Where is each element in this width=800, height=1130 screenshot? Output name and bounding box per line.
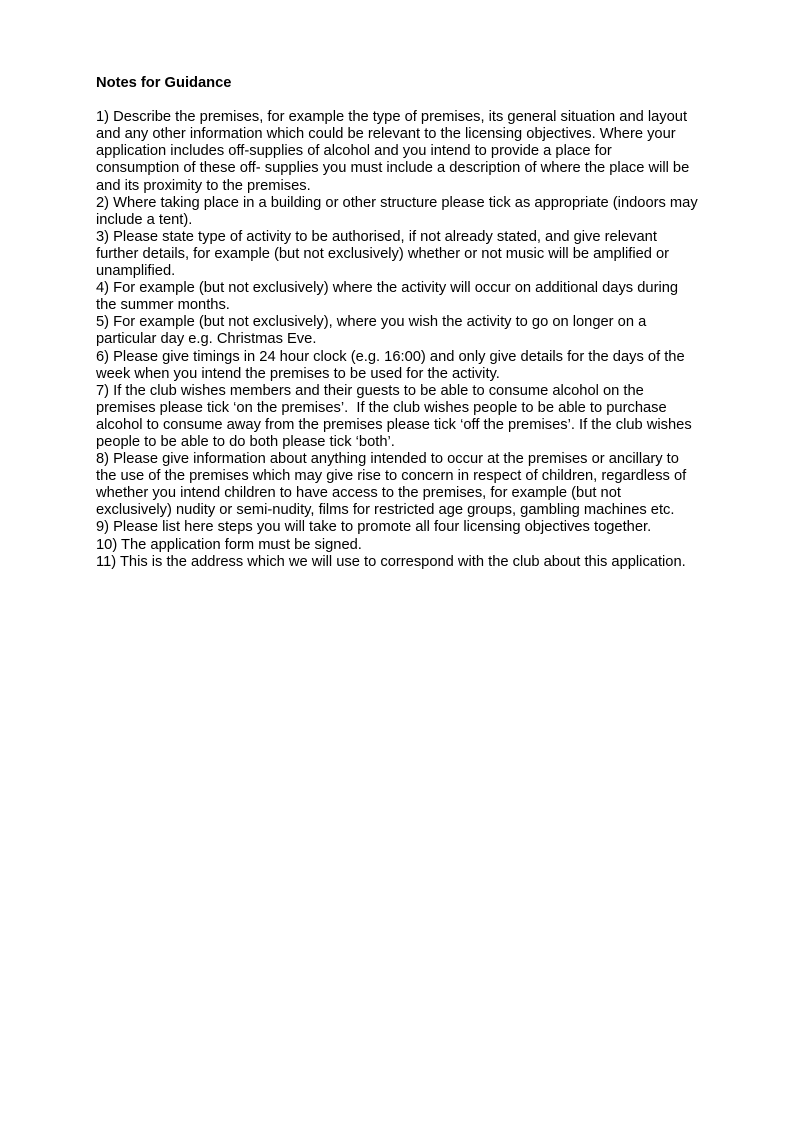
document-title: Notes for Guidance: [96, 75, 232, 91]
text-line: 3) Please state type of activity to be authorised, if not already stated, and give relevant: [96, 228, 657, 245]
text-line: 4) For example (but not exclusively) where the activity will occur on additional days during: [96, 280, 679, 297]
text-line: people to be able to do both please tick ‘both’.: [96, 433, 395, 450]
text-line: 1) Describe the premises, for example the type of premises, its general situation and layout: [96, 109, 688, 126]
text-line: application includes off-supplies of alcohol and you intend to provide a place for: [96, 143, 612, 160]
text-line: unamplified.: [96, 263, 176, 280]
notes-list: [96, 109, 776, 571]
text-line: the use of the premises which may give rise to concern in respect of children, regardless of: [96, 468, 687, 485]
text-line: 10) The application form must be signed.: [96, 536, 362, 553]
text-line: 11) This is the address which we will use to correspond with the club about this application.: [96, 553, 686, 570]
document-content: [96, 75, 776, 571]
text-line: 9) Please list here steps you will take to promote all four licensing objectives together.: [96, 519, 652, 536]
blank-line: [96, 92, 776, 109]
text-line: include a tent).: [96, 211, 193, 228]
text-line: week when you intend the premises to be used for the activity.: [96, 365, 500, 382]
text-line: 7) If the club wishes members and their guests to be able to consume alcohol on the: [96, 382, 644, 399]
text-line: further details, for example (but not exclusively) whether or not music will be amplified or: [96, 245, 670, 262]
text-line: particular day e.g. Christmas Eve.: [96, 331, 317, 348]
text-line: the summer months.: [96, 297, 230, 314]
text-line: and any other information which could be relevant to the licensing objectives. Where your: [96, 126, 676, 143]
text-line: consumption of these off- supplies you must include a description of where the place will be: [96, 160, 690, 177]
text-line: 8) Please give information about anything intended to occur at the premises or ancillary to: [96, 451, 679, 468]
text-line: 5) For example (but not exclusively), where you wish the activity to go on longer on a: [96, 314, 647, 331]
text-line: 6) Please give timings in 24 hour clock (e.g. 16:00) and only give details for the days of the: [96, 348, 685, 365]
text-line: alcohol to consume away from the premises please tick ‘off the premises’. If the club wishes: [96, 416, 692, 433]
text-line: and its proximity to the premises.: [96, 177, 311, 194]
text-line: 2) Where taking place in a building or other structure please tick as appropriate (indoors may: [96, 194, 698, 211]
text-line: whether you intend children to have access to the premises, for example (but not: [96, 485, 621, 502]
text-line: premises please tick ‘on the premises’. If the club wishes people to be able to purchase: [96, 399, 667, 416]
text-line: exclusively) nudity or semi-nudity, films for restricted age groups, gambling machines etc.: [96, 502, 675, 519]
